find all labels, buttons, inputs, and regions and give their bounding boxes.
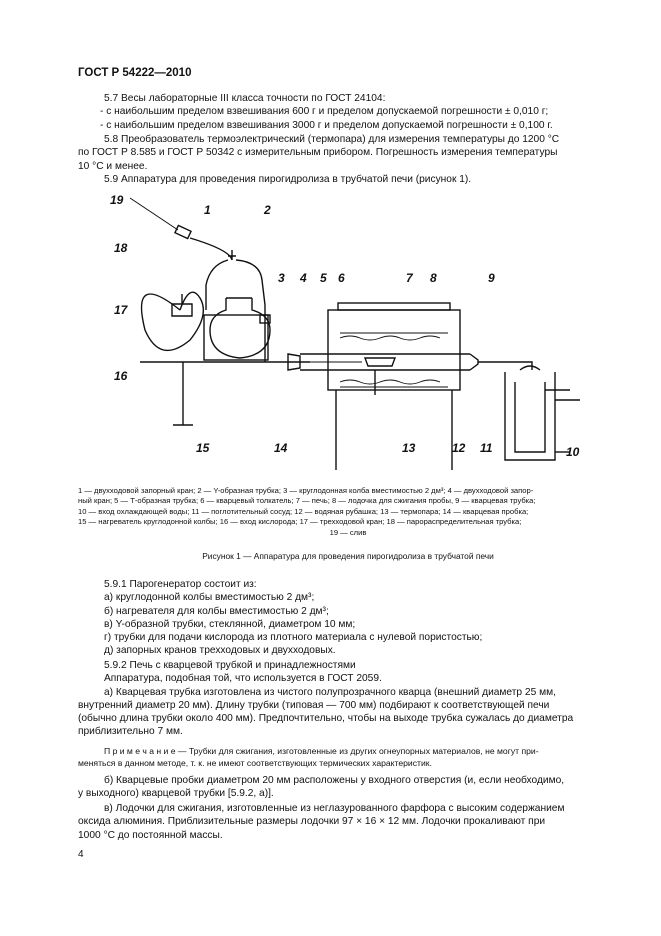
figure-title: Рисунок 1 — Аппаратура для проведения пирогидролиза в трубчатой печи [202, 551, 494, 561]
text-line: 5.9 Аппаратура для проведения пирогидролиза в трубчатой печи (рисунок 1). [104, 174, 472, 185]
document-header: ГОСТ Р 54222—2010 [78, 67, 192, 79]
list-item: б) нагревателя для колбы вместимостью 2 дм³; [104, 605, 329, 617]
list-item: а) круглодонной колбы вместимостью 2 дм³; [104, 592, 315, 604]
figure-label-4: 4 [300, 271, 307, 285]
section-5-9-1-lead: 5.9.1 Парогенератор состоит из: [104, 579, 257, 590]
section-5-9-2-b [78, 774, 616, 801]
text-line: у выходного) кварцевой трубки [5.9.2, а)]. [78, 788, 274, 800]
apparatus-figure [100, 190, 600, 480]
legend-line: 1 — двухходовой запорный кран; 2 — Y-образная трубка; 3 — круглодонная колба вместимостью 2 дм³; 4 — двухходовой запор- [78, 486, 534, 495]
legend-line: 19 — слив [329, 527, 367, 537]
furnace [328, 310, 460, 390]
text-line: оксида алюминия. Приблизительные размеры лодочки 97 × 16 × 12 мм. Лодочки прокаливают при [78, 816, 546, 828]
figure-label-5: 5 [320, 271, 327, 285]
section-5-9-2-c [78, 802, 616, 842]
figure-label-9: 9 [488, 271, 495, 285]
note-line: П р и м е ч а н и е — Трубки для сжигания, изготовленные из других огнеупорных материалов, не могут при- [104, 746, 539, 756]
text-line: внутренний диаметр 20 мм). Длину трубки (типовая — 700 мм) подбирают к соответствующей печи [78, 699, 550, 711]
figure-label-14: 14 [274, 441, 288, 455]
figure-legend [78, 486, 618, 538]
list-item: - с наибольшим пределом взвешивания 600 г и пределом допускаемой погрешности ± 0,010 г; [100, 106, 549, 118]
round-flask [210, 298, 270, 358]
water-jacket [505, 372, 555, 460]
section-5-8 [78, 133, 616, 173]
figure-label-16: 16 [114, 369, 128, 383]
text-line: 1000 °С до постоянной массы. [78, 829, 223, 841]
figure-label-18: 18 [114, 241, 128, 255]
text-line: 5.8 Преобразователь термоэлектрический (термопара) для измерения температуры до 1200 °С [104, 134, 560, 145]
note-line: меняться в данном методе, т. к. не имеют соответствующих термических характеристик. [78, 758, 432, 768]
text-line: (обычно длина трубки около 400 мм). Предпочтительно, чтобы на выходе трубка сужалась до диаметра [78, 713, 574, 725]
text-line: б) Кварцевые пробки диаметром 20 мм расположены у входного отверстия (и, если необходимо, [104, 775, 565, 786]
text-line: в) Лодочки для сжигания, изготовленные из неглазурованного фарфора с высоким содержанием [104, 803, 565, 814]
figure-label-12: 12 [452, 441, 466, 455]
list-item: г) трубки для подачи кислорода из плотного материала с нулевой пористостью; [104, 632, 483, 644]
combustion-boat [365, 358, 395, 366]
figure-label-15: 15 [196, 441, 210, 455]
figure-label-2: 2 [264, 203, 271, 217]
text-line: а) Кварцевая трубка изготовлена из чистого полупрозрачного кварца (внешний диаметр 25 мм, [104, 686, 556, 698]
text-line: приблизительно 7 мм. [78, 726, 183, 738]
legend-line: 15 — нагреватель круглодонной колбы; 16 — вход кислорода; 17 — трехходовой кран; 18 — парораспределительная трубка; [78, 517, 522, 527]
text-line: по ГОСТ Р 8.585 и ГОСТ Р 50342 с измерительным прибором. Погрешность измерения температуры [78, 147, 558, 159]
legend-line: ный кран; 5 — Т-образная трубка; 6 — кварцевый толкатель; 7 — печь; 8 — лодочка для сжигания пробы, 9 — кварцевая трубка; [78, 496, 536, 506]
section-5-9-2 [78, 659, 616, 739]
list-item: д) запорных кранов трехходовых и двухходовых. [104, 645, 336, 657]
figure-label-19: 19 [110, 193, 124, 207]
absorption-vessel [515, 382, 545, 452]
section-5-9-1 [78, 578, 616, 658]
note [78, 745, 616, 769]
figure-label-3: 3 [278, 271, 285, 285]
section-5-9-2-lead: 5.9.2 Печь с кварцевой трубкой и принадлежностями [104, 660, 356, 671]
legend-line: 10 — вход охлаждающей воды; 11 — поглотительный сосуд; 12 — водяная рубашка; 13 — термопара; 14 — кварцевая пробка; [78, 506, 529, 516]
figure-label-8: 8 [430, 271, 437, 285]
list-item: в) Y-образной трубки, стеклянной, диаметром 10 мм; [104, 618, 356, 630]
shutoff-valve-1 [175, 225, 191, 238]
figure-label-7: 7 [406, 271, 413, 285]
figure-label-10: 10 [566, 445, 580, 459]
section-5-9 [78, 173, 616, 186]
figure-label-6: 6 [338, 271, 345, 285]
figure-label-1: 1 [204, 203, 211, 217]
text-line: Аппаратура, подобная той, что используется в ГОСТ 2059. [104, 673, 382, 685]
section-5-7-lead: 5.7 Весы лабораторные III класса точности по ГОСТ 24104: [104, 93, 386, 104]
steam-distribution-tube [142, 292, 204, 350]
list-item: - с наибольшим пределом взвешивания 3000 г и пределом допускаемой погрешности ± 0,100 г. [100, 119, 553, 131]
figure-label-11: 11 [480, 441, 493, 455]
figure-label-17: 17 [114, 303, 128, 317]
page-number: 4 [78, 849, 84, 860]
text-line: 10 °С и менее. [78, 160, 148, 172]
figure-label-13: 13 [402, 441, 416, 455]
section-5-7 [78, 92, 616, 132]
